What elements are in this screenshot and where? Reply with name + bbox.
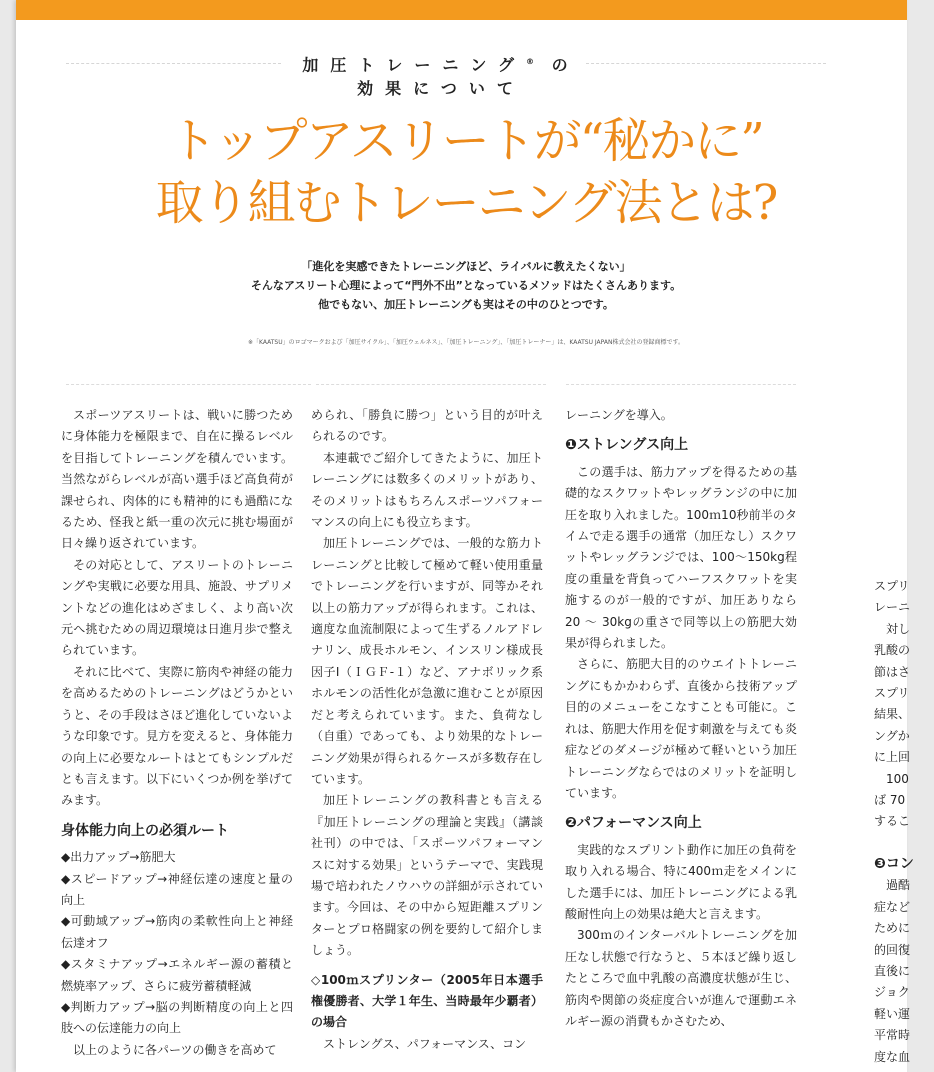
paragraph: この選手は、筋力アップを得るための基礎的なスクワットやレッグランジの中に加圧を取り入れました。100ｍ10秒前半のタイムで走る選手の通常（加圧なし）スクワットやレッグランジでは、100～150kg程度の重量を背負ってハーフスクワットを実施するのが一般的ですが、加圧ありなら 20 ～ 30kgの重さで同等以上の筋肥大効果が得られました。: [565, 464, 797, 651]
headline: [76, 110, 856, 234]
body-column-2: [311, 405, 543, 1055]
paragraph: 加圧トレーニングの教科書とも言える『加圧トレーニングの理論と実践』（講談社刊）の中では、「スポーツパフォーマンスに対する効果」というテーマで、実践現場で培われたノウハウの詳細が示されています。今回は、その中から短距離スプリンターとプロ格闘家の例を要約して紹介しましょう。: [311, 793, 543, 958]
cropped-line: ために: [874, 921, 911, 936]
cropped-line: レーニ: [874, 600, 911, 615]
section-kicker: [276, 50, 606, 101]
cropped-line: に上回: [874, 750, 911, 765]
paragraph: 以上のように各パーツの働きを高めて: [73, 1042, 277, 1057]
registered-mark: ®: [526, 57, 535, 66]
kicker-divider-left: [66, 63, 281, 64]
section-heading: 身体能力向上の必須ルート: [61, 822, 229, 839]
body-column-3: [565, 405, 797, 1032]
kicker-line-2: 効果について: [357, 79, 525, 99]
cropped-line: 対し: [874, 621, 911, 636]
body-column-1: [61, 405, 293, 1061]
case-subheading: ◇100ｍスプリンター（2005年日本選手権優勝者、大学１年生、当時最年少覇者）の場合: [311, 972, 543, 1030]
cropped-line: ジョク: [874, 985, 910, 1000]
paragraph: レーニングを導入。: [565, 408, 673, 422]
cropped-line: するこ: [874, 814, 911, 829]
headline-line-2: 取り組むトレーニング法とは?: [155, 175, 777, 231]
section-heading: ❷パフォーマンス向上: [565, 815, 702, 832]
body-divider-3: [566, 384, 796, 385]
trademark-note: ※「KAATSU」のロゴマークおよび「加圧サイクル」、「加圧ウェルネス」、「加圧トレーニング」、「加圧トレーナー」は、KAATSU JAPAN株式会社の登録商標です。: [247, 339, 684, 346]
cropped-line: 症など: [874, 899, 911, 914]
cropped-line: 度な血: [874, 1049, 911, 1064]
cropped-line: 節はさ: [874, 664, 911, 679]
cropped-line: 100: [874, 771, 909, 786]
bullet-item: ◆判断力アップ→脳の判断精度の向上と四肢への伝達能力の向上: [61, 999, 293, 1036]
headline-line-1: トップアスリートが“秘かに”: [169, 113, 763, 169]
cropped-line: 過酷: [874, 878, 911, 893]
paragraph: 本連載でご紹介してきたように、加圧トレーニングには数多くのメリットがあり、そのメリットはもちろんスポーツパフォーマンスの向上にも役立ちます。: [311, 450, 543, 530]
orange-top-bar: [16, 0, 907, 20]
body-divider-2: [316, 384, 546, 385]
magazine-page: [16, 0, 914, 1072]
cropped-line: [874, 833, 934, 854]
cropped-line: スプリ: [874, 579, 910, 593]
cropped-line: ば 70: [874, 792, 906, 807]
lead-text: [116, 257, 816, 314]
paragraph: められ、「勝負に勝つ」という目的が叶えられるのです。: [311, 408, 543, 444]
kicker-line-1: 加圧トレーニング: [302, 55, 527, 75]
cropped-line: 結果、: [874, 707, 911, 722]
paragraph: 実践的なスプリント動作に加圧の負荷を取り入れる場合、特に400ｍ走をメインにした選手には、加圧トレーニングによる乳酸耐性向上の効果は絶大と言えます。: [565, 842, 797, 921]
bullet-item: ◆スタミナアップ→エネルギー源の蓄積と燃焼率アップ、さらに疲労蓄積軽減: [61, 957, 293, 993]
cropped-line: 乳酸の: [874, 643, 911, 658]
kicker-line-1-end: の: [551, 55, 580, 75]
bullet-item: ◆出力アップ→筋肥大: [61, 850, 176, 865]
section-heading: ❶ストレングス向上: [565, 437, 689, 454]
body-divider-1: [66, 384, 311, 385]
body-column-4-cropped: [874, 576, 934, 1068]
bullet-item: ◆スピードアップ→神経伝達の速度と量の向上: [61, 871, 293, 907]
lead-line: そんなアスリート心理によって“門外不出”となっているメソッドはたくさんあります。: [250, 279, 682, 292]
paragraph: 300ｍのインターバルトレーニングを加圧なし状態で行なうと、５本ほど繰り返したところで血中乳酸の高濃度状態が生じ、筋肉や関節の炎症度合いが進んで運動エネルギー源の消費もかさむため、: [565, 928, 797, 1028]
lead-line: 他でもない、加圧トレーニングも実はその中のひとつです。: [318, 298, 614, 311]
paragraph: さらに、筋肥大目的のウエイトトレーニングにもかかわらず、直後から技術アップ目的のメニューをこなすことも可能に。これは、筋肥大作用を促す刺激を与えても炎症などのダメージが極めて軽いという加圧トレーニングならではのメリットを証明しています。: [565, 657, 797, 800]
paragraph: スポーツアスリートは、戦いに勝つために身体能力を極限まで、自在に操るレベルを目指してトレーニングを積んでいます。当然ながらレベルが高い選手ほど高負荷が課せられ、肉体的にも精神的にも過酷になるため、怪我と紙一重の次元に挑む場面が日々繰り返されています。: [61, 408, 293, 551]
kicker-divider-right: [586, 63, 826, 64]
cropped-line: 軽い運: [874, 1006, 911, 1021]
paragraph: ストレングス、パフォーマンス、コン: [323, 1036, 527, 1051]
cropped-line: 平常時: [874, 1028, 911, 1043]
paragraph: その対応として、アスリートのトレーニングや実戦に必要な用具、施設、サプリメントなどの進化はめざましく、より高い次元へ挑むための周辺環境は日進月歩で整えられています。: [61, 557, 293, 658]
cropped-line: スプリ: [874, 685, 910, 700]
cropped-line: 的回復: [874, 942, 911, 957]
cropped-line: ❸コン: [874, 856, 914, 873]
paragraph: それに比べて、実際に筋肉や神経の能力を高めるためのトレーニングはどうかというと、その手段はさほど進化していないような印象です。見方を変えると、身体能力の向上に必要なルートはとてもシンプルだとも言えます。以下にいくつか例を挙げてみます。: [61, 664, 293, 808]
cropped-line: ングか: [874, 728, 910, 743]
cropped-line: 直後に: [874, 964, 911, 979]
bullet-item: ◆可動域アップ→筋肉の柔軟性向上と神経伝達オフ: [61, 914, 293, 950]
lead-line: 「進化を実感できたトレーニングほど、ライバルに教えたくない」: [301, 260, 631, 273]
paragraph: 加圧トレーニングでは、一般的な筋力トレーニングと比較して極めて軽い使用重量でトレーニングを行いますが、同等かそれ以上の筋力アップが得られます。これは、適度な血流制限によって生ずるノルアドレナリン、成長ホルモン、インスリン様成長因子Ⅰ（ＩＧＦ-１）など、アナボリック系ホルモンの活性化が急激に進むことが原因だと考えられています。また、負荷なし（自重）であっても、より効果的なトレーニング効果が得られるケースが多数存在しています。: [311, 536, 543, 786]
